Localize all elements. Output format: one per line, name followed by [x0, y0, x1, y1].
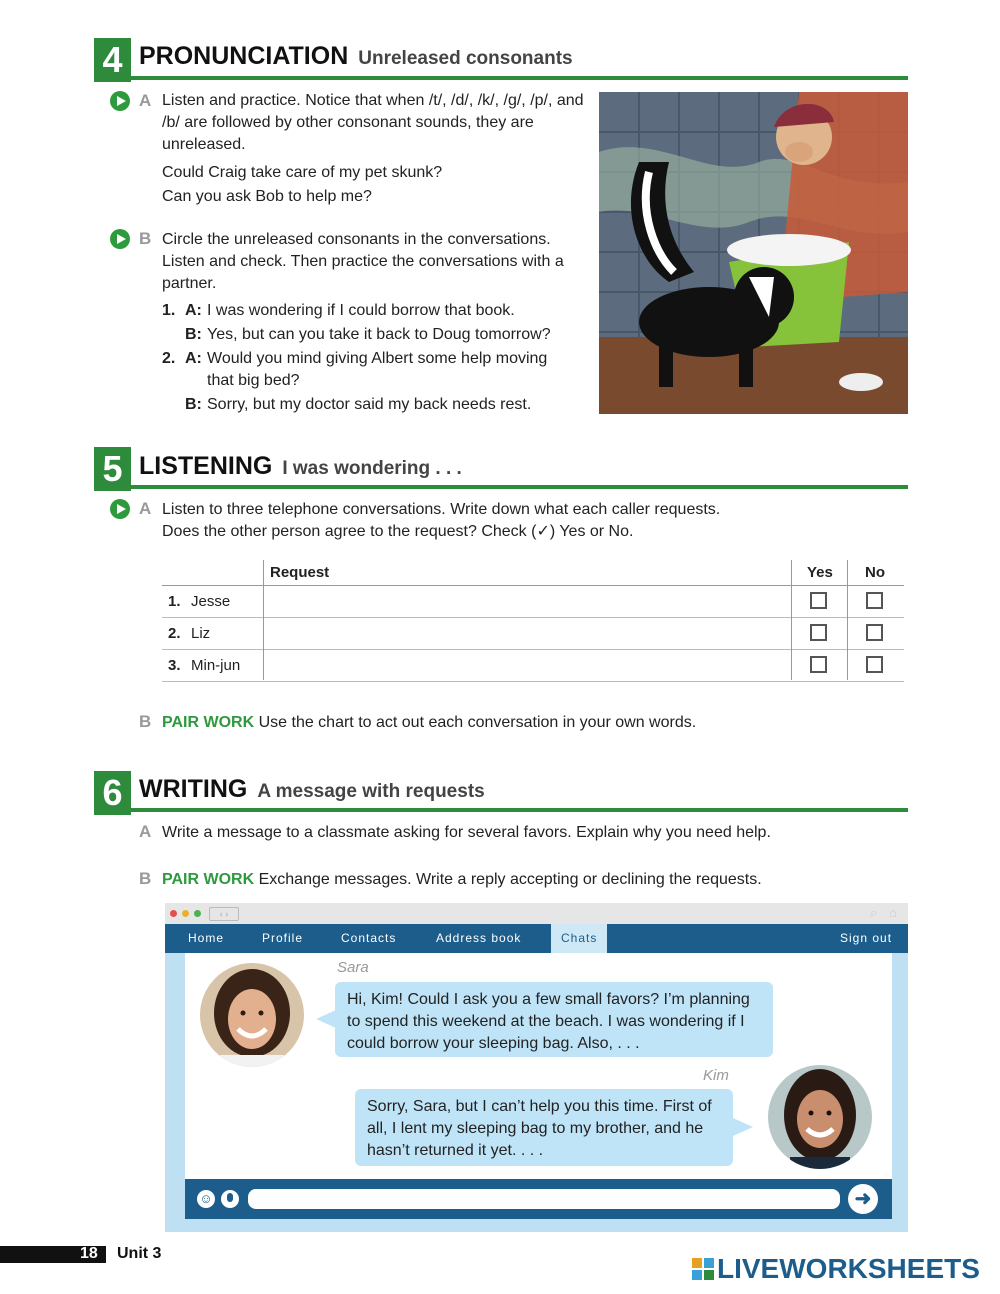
- close-dot-icon: [170, 910, 177, 917]
- exercise-5b-letter: B: [139, 712, 152, 731]
- yes-checkbox[interactable]: [810, 624, 827, 641]
- section-4-rule: [131, 76, 908, 80]
- chat-message-kim: Sorry, Sara, but I can’t help you this time. First of all, I lent my sleeping bag to my brother, and he hasn’t returned it yet. . . .: [355, 1089, 733, 1166]
- nav-contacts[interactable]: Contacts: [341, 931, 397, 945]
- exercise-6a-letter: A: [139, 822, 152, 841]
- request-input[interactable]: [270, 618, 790, 649]
- section-6-title: [139, 775, 485, 804]
- request-input[interactable]: [270, 650, 790, 681]
- conversation-2-number: 2.: [162, 350, 176, 367]
- table-header-row: [162, 560, 904, 586]
- section-4-number: 4: [94, 38, 131, 82]
- message-input[interactable]: [248, 1189, 840, 1209]
- request-input[interactable]: [270, 586, 790, 617]
- conversation-1-b-label: B:: [185, 326, 202, 343]
- microphone-icon[interactable]: [221, 1190, 239, 1208]
- back-forward-icon: ‹ ›: [209, 907, 239, 921]
- yes-checkbox[interactable]: [810, 656, 827, 673]
- table-divider: [847, 560, 848, 680]
- nav-profile[interactable]: Profile: [262, 931, 304, 945]
- avatar-kim: [768, 1065, 872, 1169]
- nav-address-book[interactable]: Address book: [436, 931, 522, 945]
- section-5-subtitle: I was wondering . . .: [282, 458, 462, 479]
- unit-label: Unit 3: [117, 1245, 162, 1262]
- section-4-subtitle: Unreleased consonants: [358, 48, 573, 69]
- yes-checkbox[interactable]: [810, 592, 827, 609]
- conversation-2-b-label: B:: [185, 396, 202, 413]
- section-4-title: [139, 42, 573, 71]
- chat-message-sara: Hi, Kim! Could I ask you a few small favors? I’m planning to spend this weekend at the beach. I was wondering if I could borrow your sleeping bag. Also, . . .: [335, 982, 773, 1057]
- row-name: Min-jun: [191, 657, 241, 674]
- conversation-1-number: 1.: [162, 302, 176, 319]
- bubble-tail: [316, 1010, 336, 1028]
- section-6-rule: [131, 808, 908, 812]
- bubble-tail: [733, 1118, 753, 1136]
- chat-navbar: [165, 924, 908, 953]
- section-5-number: 5: [94, 447, 131, 491]
- play-audio-icon[interactable]: [110, 229, 130, 249]
- section-6-title-text: WRITING: [139, 775, 248, 803]
- chat-window: [165, 903, 908, 1232]
- exercise-4b-instructions: Circle the unreleased consonants in the conversations. Listen and check. Then practice the conversations with a partner.: [162, 231, 564, 292]
- exercise-5a-letter: A: [139, 499, 152, 518]
- listening-table: [162, 560, 904, 682]
- exercise-5b-text: Use the chart to act out each conversation in your own words.: [258, 714, 697, 731]
- exercise-4a-instructions: Listen and practice. Notice that when /t/, /d/, /k/, /g/, /p/, and /b/ are followed by other consonant sounds, they are unreleased.: [162, 92, 584, 153]
- exercise-5b-instructions: [162, 712, 802, 734]
- row-number: 2.: [168, 625, 181, 642]
- example-sentence-2: Can you ask Bob to help me?: [162, 188, 372, 205]
- nav-chats[interactable]: Chats: [551, 924, 607, 953]
- sender-name-kim: Kim: [703, 1067, 729, 1084]
- skunk-bath-illustration: [599, 92, 908, 414]
- conversation-2-a-label: A:: [185, 350, 202, 367]
- message-input-bar: [185, 1179, 892, 1219]
- table-row: [162, 650, 904, 682]
- conversation-1-a-label: A:: [185, 302, 202, 319]
- exercise-5a-instructions: Listen to three telephone conversations. Write down what each caller requests. Does the other person agree to the request? Check (✓) Yes or No.: [162, 501, 721, 540]
- nav-home[interactable]: Home: [188, 931, 225, 945]
- section-5-title-text: LISTENING: [139, 452, 273, 480]
- no-checkbox[interactable]: [866, 624, 883, 641]
- table-divider: [791, 560, 792, 680]
- pair-work-label: PAIR WORK: [162, 714, 255, 731]
- example-sentence-1: Could Craig take care of my pet skunk?: [162, 164, 443, 181]
- play-audio-icon[interactable]: [110, 91, 130, 111]
- exercise-6b-text: Exchange messages. Write a reply accepting or declining the requests.: [258, 871, 762, 888]
- window-titlebar: [165, 903, 908, 924]
- section-5-title: [139, 452, 462, 481]
- row-number: 1.: [168, 593, 181, 610]
- table-row: [162, 586, 904, 618]
- no-checkbox[interactable]: [866, 656, 883, 673]
- chat-conversation: [185, 953, 892, 1179]
- sender-name-sara: Sara: [337, 959, 369, 976]
- avatar-sara: [200, 963, 304, 1067]
- section-4-title-text: PRONUNCIATION: [139, 42, 349, 70]
- exercise-6a-instructions: Write a message to a classmate asking for several favors. Explain why you need help.: [162, 824, 771, 841]
- exercise-6b-instructions: [162, 869, 882, 891]
- minimize-dot-icon: [182, 910, 189, 917]
- row-number: 3.: [168, 657, 181, 674]
- exercise-4a-letter: A: [139, 91, 152, 110]
- table-row: [162, 618, 904, 650]
- liveworksheets-logo-icon: [692, 1258, 714, 1280]
- emoji-icon[interactable]: ☺: [197, 1190, 215, 1208]
- exercise-4b-letter: B: [139, 229, 152, 248]
- exercise-6b-letter: B: [139, 869, 152, 888]
- liveworksheets-brand: LIVEWORKSHEETS: [717, 1253, 980, 1284]
- conversation-2-b-line: Sorry, but my doctor said my back needs rest.: [207, 396, 532, 413]
- section-5-rule: [131, 485, 908, 489]
- row-name: Liz: [191, 625, 211, 642]
- conversation-1-b-line: Yes, but can you take it back to Doug tomorrow?: [207, 326, 551, 343]
- conversation-1-a-line: I was wondering if I could borrow that book.: [207, 302, 515, 319]
- conversation-2-a-line: Would you mind giving Albert some help moving that big bed?: [207, 350, 548, 389]
- header-no: No: [865, 564, 885, 581]
- section-6-number: 6: [94, 771, 131, 815]
- no-checkbox[interactable]: [866, 592, 883, 609]
- header-yes: Yes: [807, 564, 833, 581]
- page-number: 18: [80, 1245, 98, 1262]
- send-arrow-icon[interactable]: ➜: [848, 1184, 878, 1214]
- nav-sign-out[interactable]: Sign out: [840, 931, 893, 945]
- row-name: Jesse: [191, 593, 231, 610]
- header-request: Request: [270, 564, 330, 581]
- section-6-subtitle: A message with requests: [257, 781, 485, 802]
- table-divider: [263, 560, 264, 680]
- maximize-dot-icon: [194, 910, 201, 917]
- home-icon: ⌂: [889, 905, 897, 920]
- play-audio-icon[interactable]: [110, 499, 130, 519]
- pair-work-label: PAIR WORK: [162, 871, 255, 888]
- search-icon: ⌕: [870, 905, 878, 920]
